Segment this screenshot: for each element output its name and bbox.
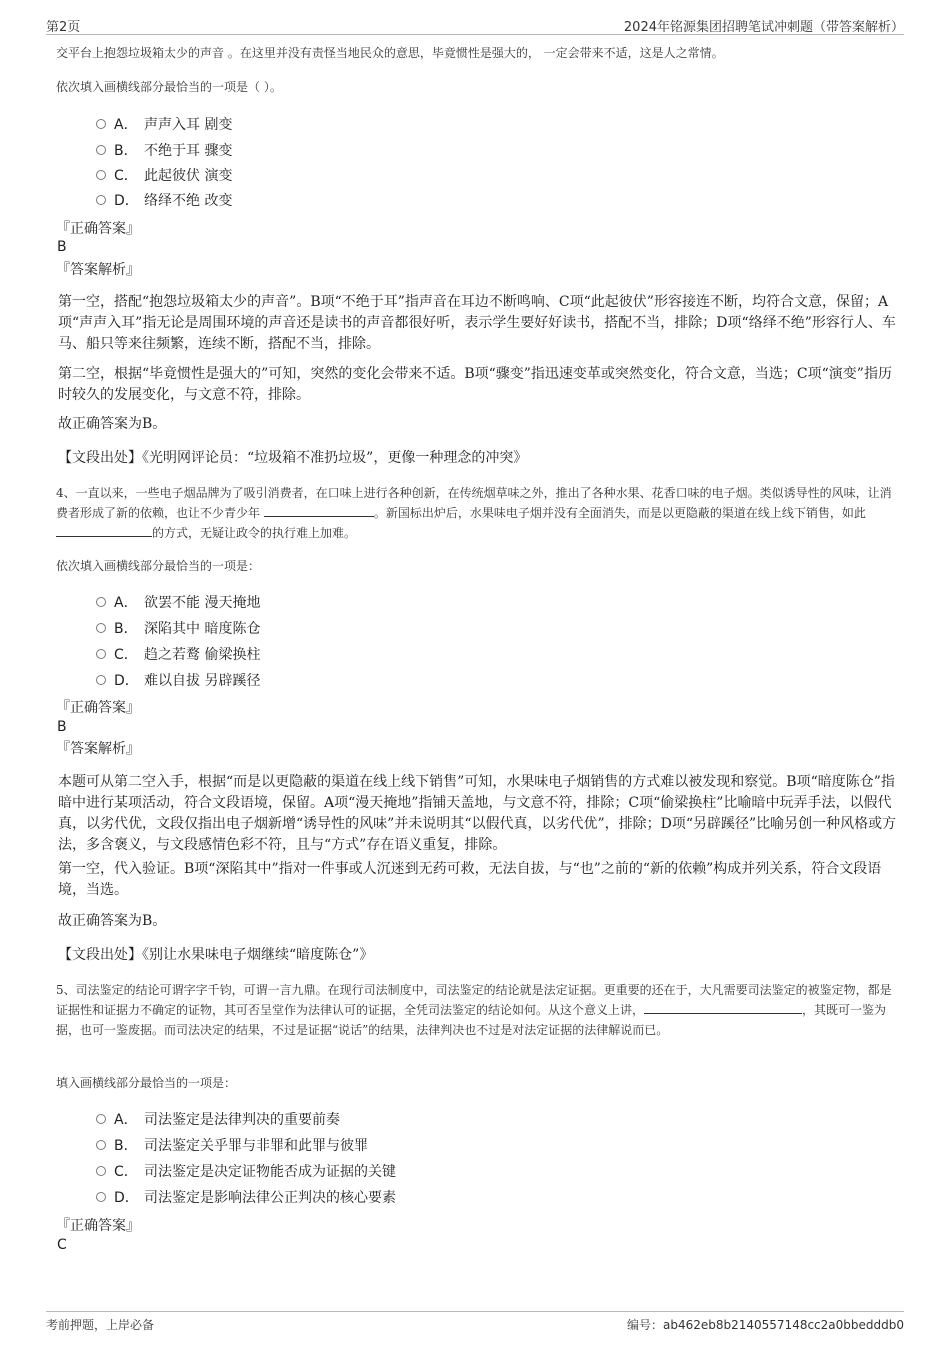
fill-blank (644, 1001, 802, 1014)
radio-icon[interactable] (96, 649, 106, 659)
q3-analysis-2: 第二空，根据“毕竟惯性是强大的”可知，突然的变化会带来不适。B项“骤变”指迅速变革或突然变化，符合文意，当选；C项“演变”指历时较久的发展变化，与文意不符，排除。 (58, 366, 892, 403)
q3-analysis-3: 故正确答案为B。 (58, 416, 167, 432)
q3-stem: 交平台上抱怨垃圾箱太少的声音 。在这里并没有责怪当地民众的意思，毕竟惯性是强大的， 一定会带来不适，这是人之常情。 (56, 46, 724, 60)
q5-option-d[interactable]: D． 司法鉴定是影响法律公正判决的核心要素 (96, 1188, 396, 1208)
radio-icon[interactable] (96, 623, 106, 633)
q4-source: 【文段出处】《别让水果味电子烟继续“暗度陈仓”》 (58, 947, 374, 963)
q4-option-d[interactable]: D． 难以自拔 另辟蹊径 (96, 671, 260, 691)
q3-option-c[interactable]: C． 此起彼伏 演变 (96, 166, 232, 186)
q4-analysis-label: 『答案解析』 (56, 741, 140, 757)
q4-analysis-1: 本题可从第二空入手，根据“而是以更隐蔽的渠道在线上线下销售”可知，水果味电子烟销售的方式难以被发现和察觉。B项“暗度陈仓”指暗中进行某项活动，符合文段语境，保留。A项“漫天掩地”指铺天盖地，与文意不符，排除；C项“偷梁换柱”比喻暗中玩弄手法，以假代真，以劣代优，文段仅指出电子烟新增“诱导性的风味”并未说明其“以假代真，以劣代优”，排除；D项“另辟蹊径”比喻另创一种风格或方法，多含褒义，与文段感情色彩不符，且与“方式”存在语义重复，排除。 (58, 774, 897, 853)
q3-source: 【文段出处】《光明网评论员：“垃圾箱不准扔垃圾”，更像一种理念的冲突》 (58, 450, 528, 466)
fill-blank (264, 504, 374, 517)
q4-option-a[interactable]: A． 欲罢不能 漫天掩地 (96, 593, 260, 613)
q5-option-a[interactable]: A． 司法鉴定是法律判决的重要前奏 (96, 1110, 340, 1130)
radio-icon[interactable] (96, 675, 106, 685)
q5-option-c[interactable]: C． 司法鉴定是决定证物能否成为证据的关键 (96, 1162, 396, 1182)
q5-answer-label: 『正确答案』 (56, 1218, 140, 1234)
q4-option-b[interactable]: B． 深陷其中 暗度陈仓 (96, 619, 260, 639)
q3-analysis-label: 『答案解析』 (56, 262, 140, 278)
q5-stem: 5、司法鉴定的结论可谓字字千钧，可谓一言九鼎。在现行司法制度中，司法鉴定的结论就是法定证据。更重要的还在于，大凡需要司法鉴定的被鉴定物，都是证据性和证据力不确定的证物，其可否呈堂作为法律认可的证据，全凭司法鉴定的结论如何。从这个意义上讲， ，其既可一鉴为据，也可一鉴废据。而司法决定的结果，不过是证据“说话”的结果，法律判决也不过是对法定证据的法律解说而已。 (56, 983, 892, 1037)
radio-icon[interactable] (96, 195, 106, 205)
document-title: 2024年铭源集团招聘笔试冲刺题（带答案解析） (623, 20, 904, 35)
page-number: 第2页 (46, 20, 81, 35)
radio-icon[interactable] (96, 170, 106, 180)
q3-answer-label: 『正确答案』 (56, 221, 140, 237)
q4-analysis-2: 第一空，代入验证。B项“深陷其中”指对一件事或人沉迷到无药可救，无法自拔，与“也”之前的“新的依赖”构成并列关系，符合文段语境，当选。 (58, 861, 882, 898)
radio-icon[interactable] (96, 1114, 106, 1124)
q5-prompt: 填入画横线部分最恰当的一项是： (56, 1076, 237, 1090)
fill-blank (56, 524, 152, 537)
radio-icon[interactable] (96, 597, 106, 607)
q3-option-d[interactable]: D． 络绎不绝 改变 (96, 191, 232, 211)
q3-option-a[interactable]: A． 声声入耳 剧变 (96, 115, 232, 135)
radio-icon[interactable] (96, 1166, 106, 1176)
q3-answer: B (57, 239, 67, 255)
q4-option-c[interactable]: C． 趋之若鹜 偷梁换柱 (96, 645, 260, 665)
q4-stem: 4、一直以来，一些电子烟品牌为了吸引消费者，在口味上进行各种创新，在传统烟草味之外，推出了各种水果、花香口味的电子烟。类似诱导性的风味，让消费者形成了新的依赖，也让不少青少年 。新国标出炉后，水果味电子烟并没有全面消失，而是以更隐蔽的渠道在线上线下销售，如此 的方式，无疑让政令的执行难上加难。 (56, 486, 892, 540)
q4-answer: B (57, 719, 67, 735)
radio-icon[interactable] (96, 145, 106, 155)
footer-slogan: 考前押题，上岸必备 (46, 1318, 155, 1332)
document-id: 编号：ab462eb8b2140557148cc2a0bbedddb0 (626, 1318, 904, 1332)
q4-analysis-3: 故正确答案为B。 (58, 913, 167, 929)
q3-analysis-1: 第一空，搭配“抱怨垃圾箱太少的声音”。B项“不绝于耳”指声音在耳边不断鸣响、C项“此起彼伏”形容接连不断，均符合文意，保留；A项“声声入耳”指无论是周围环境的声音还是读书的声音都很好听，表示学生要好好读书，搭配不当，排除；D项“络绎不绝”形容行人、车马、船只等来往频繁，连续不断，搭配不当，排除。 (58, 294, 896, 352)
radio-icon[interactable] (96, 1140, 106, 1150)
q4-prompt: 依次填入画横线部分最恰当的一项是： (56, 559, 261, 573)
q5-option-b[interactable]: B． 司法鉴定关乎罪与非罪和此罪与彼罪 (96, 1136, 368, 1156)
page-header (46, 14, 904, 35)
q4-answer-label: 『正确答案』 (56, 700, 140, 716)
page-footer (46, 1311, 904, 1336)
q3-prompt: 依次填入画横线部分最恰当的一项是（ ）。 (56, 80, 282, 94)
q3-option-b[interactable]: B． 不绝于耳 骤变 (96, 141, 232, 161)
q5-answer: C (57, 1237, 67, 1253)
radio-icon[interactable] (96, 1192, 106, 1202)
radio-icon[interactable] (96, 119, 106, 129)
